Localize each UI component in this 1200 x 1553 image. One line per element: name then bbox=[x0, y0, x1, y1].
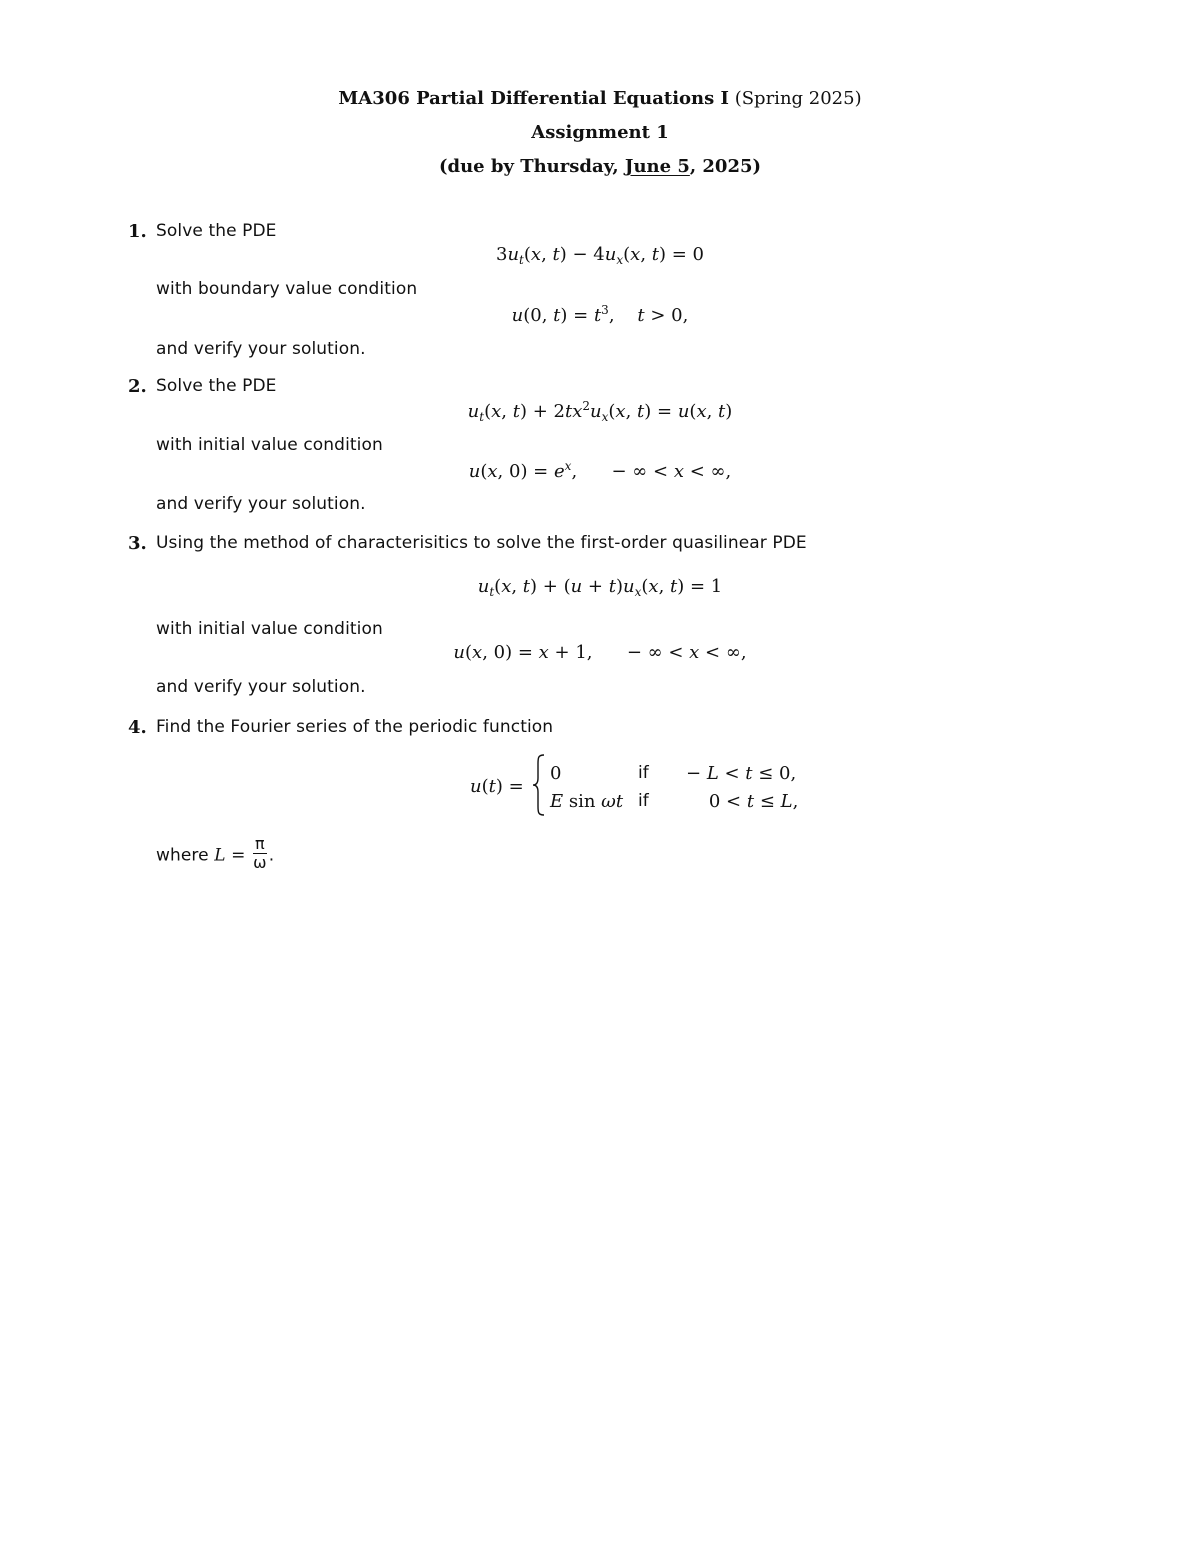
due-date: June 5 bbox=[624, 156, 690, 177]
problem-3-intro: Using the method of characterisitics to solve the first-order quasilinear PDE bbox=[156, 533, 807, 553]
due-date-line bbox=[0, 156, 1200, 177]
problem-2-condition: u(x, $0) = e^x$, − ∞ < x < ∞, bbox=[468, 459, 732, 482]
course-name: MA306 Partial Differential Equations I bbox=[338, 88, 729, 109]
problem-2-closing: and verify your solution. bbox=[156, 494, 366, 514]
problem-1-number: 1. bbox=[128, 221, 147, 242]
problem-4-number: 4. bbox=[128, 717, 147, 738]
problem-1-intro: Solve the PDE bbox=[156, 221, 277, 241]
frac-numerator: π bbox=[254, 834, 265, 853]
piecewise-lhs: u(t) = bbox=[470, 776, 524, 797]
problem-1-condition: u(0, $t) = t^3$, t > 0, bbox=[511, 303, 689, 326]
due-suffix: , 2025) bbox=[689, 156, 762, 177]
problem-3-number: 3. bbox=[128, 533, 147, 554]
problem-1-closing: and verify your solution. bbox=[156, 339, 366, 359]
where-suffix: . bbox=[268, 845, 275, 866]
assignment-title: Assignment 1 bbox=[531, 122, 669, 143]
problem-2-number: 2. bbox=[128, 376, 147, 397]
problem-3-closing: and verify your solution. bbox=[156, 677, 366, 697]
problem-3-equation: $u_t(x$, $t) + (u + t)u_x(x$, t) = 1 bbox=[477, 576, 723, 599]
course-term: (Spring 2025) bbox=[734, 88, 862, 109]
problem-4-intro: Find the Fourier series of the periodic function bbox=[156, 717, 554, 737]
problem-2-equation: $u_t(x$, $t) + 2tx^2u_x(x$, t) = u(x, t) bbox=[467, 399, 733, 424]
problem-2-condition-label: with initial value condition bbox=[156, 435, 383, 455]
left-brace-icon bbox=[532, 754, 546, 816]
due-prefix: (due by Thursday, bbox=[438, 156, 619, 177]
problem-3-condition: u(x, 0) = x + 1, − ∞ < x < ∞, bbox=[453, 642, 747, 663]
problem-2-intro: Solve the PDE bbox=[156, 376, 277, 396]
frac-denominator: ω bbox=[253, 853, 267, 872]
problem-4-closing bbox=[156, 834, 275, 874]
problem-1-equation: $3u_t(x$, $t) - 4u_x(x$, t) = 0 bbox=[496, 244, 704, 267]
problem-3-condition-label: with initial value condition bbox=[156, 619, 383, 639]
where-prefix: where L = bbox=[156, 845, 246, 866]
course-title bbox=[0, 88, 1200, 109]
problem-1-condition-label: with boundary value condition bbox=[156, 279, 418, 299]
pi-over-omega-fraction bbox=[253, 835, 267, 872]
